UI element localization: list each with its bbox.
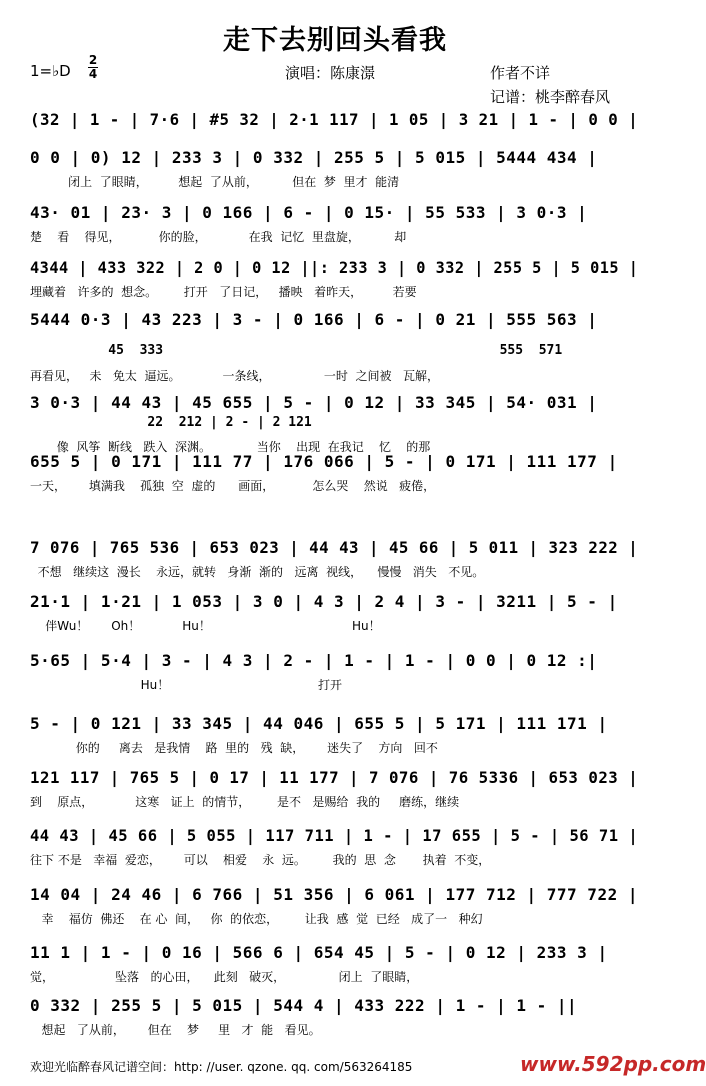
notation-line: 7 076 | 765 536 | 653 023 | 44 43 | 45 66 | 5 011 | 323 222 | — [30, 538, 639, 557]
time-signature — [88, 54, 98, 81]
notation-line: 21·1 | 1·21 | 1 053 | 3 0 | 4 3 | 2 4 | 3 - | 3211 | 5 - | — [30, 592, 618, 611]
lyric-line: 一天， 填满我 孤独 空 虚的 画面， 怎么哭 然说 疲倦， — [30, 479, 436, 493]
lyric-line: Hu！ 打开 — [30, 678, 343, 692]
time-signature-top: 2 — [88, 53, 98, 67]
notation-line: 5·65 | 5·4 | 3 - | 4 3 | 2 - | 1 - | 1 - | 0 0 | 0 12 :| — [30, 651, 598, 670]
score-line — [0, 393, 670, 454]
notation-line: 14 04 | 24 46 | 6 766 | 51 356 | 6 061 | 177 712 | 777 722 | — [30, 885, 638, 904]
harmony-line: 45 333 555 571 — [30, 343, 563, 358]
notation-line: 121 117 | 765 5 | 0 17 | 11 177 | 7 076 | 76 5336 | 653 023 | — [30, 768, 639, 787]
notation-line: (32 | 1 - | 7·6 | #5 32 | 2·1 117 | 1 05 | 3 21 | 1 - | 0 0 | — [30, 110, 639, 129]
score-line — [0, 452, 670, 502]
site-watermark: www.592pp.com — [520, 1052, 706, 1076]
notation-line: 0 332 | 255 5 | 5 015 | 544 4 | 433 222 | 1 - | 1 - || — [30, 996, 578, 1015]
score-line — [0, 310, 670, 383]
score-line — [0, 203, 670, 253]
notation-line: 655 5 | 0 171 | 111 77 | 176 066 | 5 - | 0 171 | 111 177 | — [30, 452, 618, 471]
lyric-line: 闭上 了眼睛， 想起 了从前， 但在 梦 里才 能清 — [30, 175, 400, 189]
notation-line: 44 43 | 45 66 | 5 055 | 117 711 | 1 - | 17 655 | 5 - | 56 71 | — [30, 826, 639, 845]
lyric-line: 觉， 坠落 的心田， 此刻 破灭， 闭上 了眼睛， — [30, 970, 419, 984]
score-line — [0, 826, 670, 876]
lyric-line: 幸 福仿 佛还 在 心 间， 你 的依恋， 让我 感 觉 已经 成了一 种幻 — [30, 912, 483, 926]
notation-line: 3 0·3 | 44 43 | 45 655 | 5 - | 0 12 | 33 345 | 54· 031 | — [30, 393, 598, 412]
notation-line: 43· 01 | 23· 3 | 0 166 | 6 - | 0 15· | 55 533 | 3 0·3 | — [30, 203, 588, 222]
lyric-line: 到 原点， 这寒 证上 的情节， 是不 是赐给 我的 磨练，继续 — [30, 795, 460, 809]
score-line — [0, 592, 670, 642]
score-line — [0, 538, 670, 588]
score-line — [0, 258, 670, 308]
composer-credit: 作者不详 — [490, 64, 551, 82]
song-title: 走下去别回头看我 — [223, 25, 447, 56]
footer-note: 欢迎光临醉春风记谱空间：http: //user. qzone. qq. com/563264185 — [30, 1060, 413, 1074]
lyric-line: 往下 不是 幸福 爱恋， 可以 相爱 永 远。 我的 思 念 执着 不变， — [30, 853, 491, 867]
notation-line: 5444 0·3 | 43 223 | 3 - | 0 166 | 6 - | 0 21 | 555 563 | — [30, 310, 598, 329]
score-line — [0, 148, 670, 198]
score-line — [0, 714, 670, 764]
lyric-line: 不想 继续这 漫长 永远，就转 身渐 渐的 远离 视线， 慢慢 消失 不见。 — [30, 565, 485, 579]
score-line — [0, 943, 670, 993]
score-line — [0, 768, 670, 818]
notation-line: 0 0 | 0) 12 | 233 3 | 0 332 | 255 5 | 5 015 | 5444 434 | — [30, 148, 598, 167]
score-line — [0, 651, 670, 701]
transcriber-credit: 记谱：桃李醉春风 — [490, 88, 611, 106]
singer-credit: 演唱：陈康澋 — [285, 64, 376, 82]
lyric-line: 像 风筝 断线 跌入 深渊。 当你 出现 在我记 忆 的那 — [30, 440, 431, 454]
score-line — [0, 996, 670, 1046]
lyric-line: 伴Wu！ Oh！ Hu！ Hu！ — [30, 619, 381, 633]
score-line — [0, 885, 670, 935]
notation-line: 4344 | 433 322 | 2 0 | 0 12 ||: 233 3 | 0 332 | 255 5 | 5 015 | — [30, 258, 639, 277]
lyric-line: 埋藏着 许多的 想念。 打开 了日记， 播映 着昨天， 若要 — [30, 285, 417, 299]
lyric-line: 楚 看 得见， 你的脸， 在我 记忆 里盘旋， 却 — [30, 230, 407, 244]
lyric-line: 想起 了从前， 但在 梦 里 才 能 看见。 — [30, 1023, 321, 1037]
key-signature: 1=♭D — [30, 62, 71, 80]
harmony-line: 22 212 | 2 - | 2 121 — [30, 415, 312, 430]
lyric-line: 你的 离去 是我情 路 里的 残 缺， 迷失了 方向 回不 — [30, 741, 438, 755]
lyric-line: 再看见， 未 免太 逼远。 一条线， 一时 之间被 瓦解， — [30, 369, 439, 383]
notation-line: 11 1 | 1 - | 0 16 | 566 6 | 654 45 | 5 - | 0 12 | 233 3 | — [30, 943, 608, 962]
notation-line: 5 - | 0 121 | 33 345 | 44 046 | 655 5 | 5 171 | 111 171 | — [30, 714, 608, 733]
time-signature-bottom: 4 — [88, 67, 98, 81]
